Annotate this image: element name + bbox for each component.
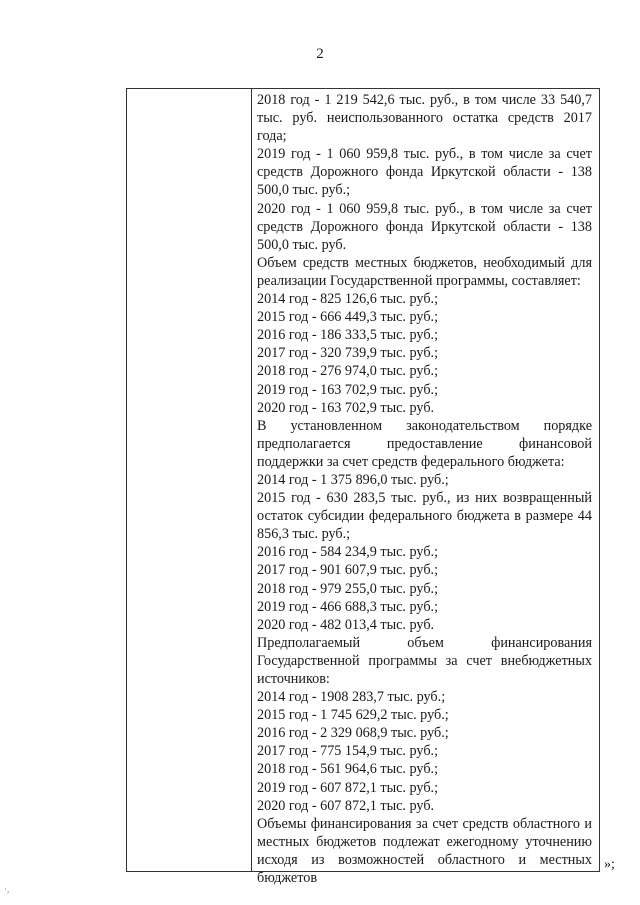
- paragraph: 2016 год - 2 329 068,9 тыс. руб.;: [257, 725, 449, 742]
- paragraph: 2020 год - 482 013,4 тыс. руб.: [257, 616, 435, 633]
- page-number: 2: [316, 46, 324, 62]
- closing-quote-mark: »;: [604, 857, 615, 872]
- paragraph: 2015 год - 1 745 629,2 тыс. руб.;: [257, 707, 449, 724]
- paragraph: 2017 год - 775 154,9 тыс. руб.;: [257, 743, 439, 760]
- paragraph: 2018 год - 276 974,0 тыс. руб.;: [257, 363, 439, 380]
- paragraph: 2016 год - 584 234,9 тыс. руб.;: [257, 544, 439, 561]
- paragraph: 2015 год - 630 283,5 тыс. руб., из них возвращенный остаток субсидии федерального бюджета в размере 44 856,3 тыс. руб.;: [257, 490, 592, 543]
- paragraph: В установленном законодательством порядке предполагается предоставление финансовой поддержки за счет средств федерального бюджета:: [257, 417, 592, 470]
- paragraph: 2017 год - 320 739,9 тыс. руб.;: [257, 345, 439, 362]
- paragraph: 2018 год - 979 255,0 тыс. руб.;: [257, 580, 439, 597]
- paragraph: 2020 год - 607 872,1 тыс. руб.: [257, 797, 435, 814]
- paragraph: 2014 год - 1908 283,7 тыс. руб.;: [257, 689, 446, 706]
- paragraph: 2019 год - 1 060 959,8 тыс. руб., в том числе за счет средств Дорожного фонда Иркутской области - 138 500,0 тыс. руб.;: [257, 146, 592, 199]
- table-cell-content: [257, 91, 592, 887]
- paragraph: Объем средств местных бюджетов, необходимый для реализации Государственной программы, составляет:: [257, 254, 592, 289]
- paragraph: 2019 год - 163 702,9 тыс. руб.;: [257, 381, 439, 398]
- paragraph: Объемы финансирования за счет средств областного и местных бюджетов подлежат ежегодному уточнению исходя из возможностей областного и местных бюджетов: [257, 815, 592, 887]
- paragraph: 2020 год - 1 060 959,8 тыс. руб., в том числе за счет средств Дорожного фонда Иркутской области - 138 500,0 тыс. руб.: [257, 200, 592, 253]
- paragraph: 2018 год - 561 964,6 тыс. руб.;: [257, 761, 439, 778]
- paragraph: 2014 год - 825 126,6 тыс. руб.;: [257, 291, 439, 308]
- column-divider: [251, 89, 252, 871]
- scan-mark: ·,: [4, 884, 10, 894]
- paragraph: 2016 год - 186 333,5 тыс. руб.;: [257, 327, 439, 344]
- paragraph: 2019 год - 466 688,3 тыс. руб.;: [257, 598, 439, 615]
- paragraph: 2017 год - 901 607,9 тыс. руб.;: [257, 562, 439, 579]
- paragraph: 2018 год - 1 219 542,6 тыс. руб., в том числе 33 540,7 тыс. руб. неиспользованного остатка средств 2017 года;: [257, 92, 592, 145]
- paragraph: 2014 год - 1 375 896,0 тыс. руб.;: [257, 471, 449, 488]
- paragraph: 2019 год - 607 872,1 тыс. руб.;: [257, 779, 439, 796]
- paragraph: Предполагаемый объем финансирования Государственной программы за счет внебюджетных источников:: [257, 634, 592, 687]
- resource-table: [126, 88, 600, 887]
- paragraph: 2015 год - 666 449,3 тыс. руб.;: [257, 309, 439, 326]
- paragraph: 2020 год - 163 702,9 тыс. руб.: [257, 399, 435, 416]
